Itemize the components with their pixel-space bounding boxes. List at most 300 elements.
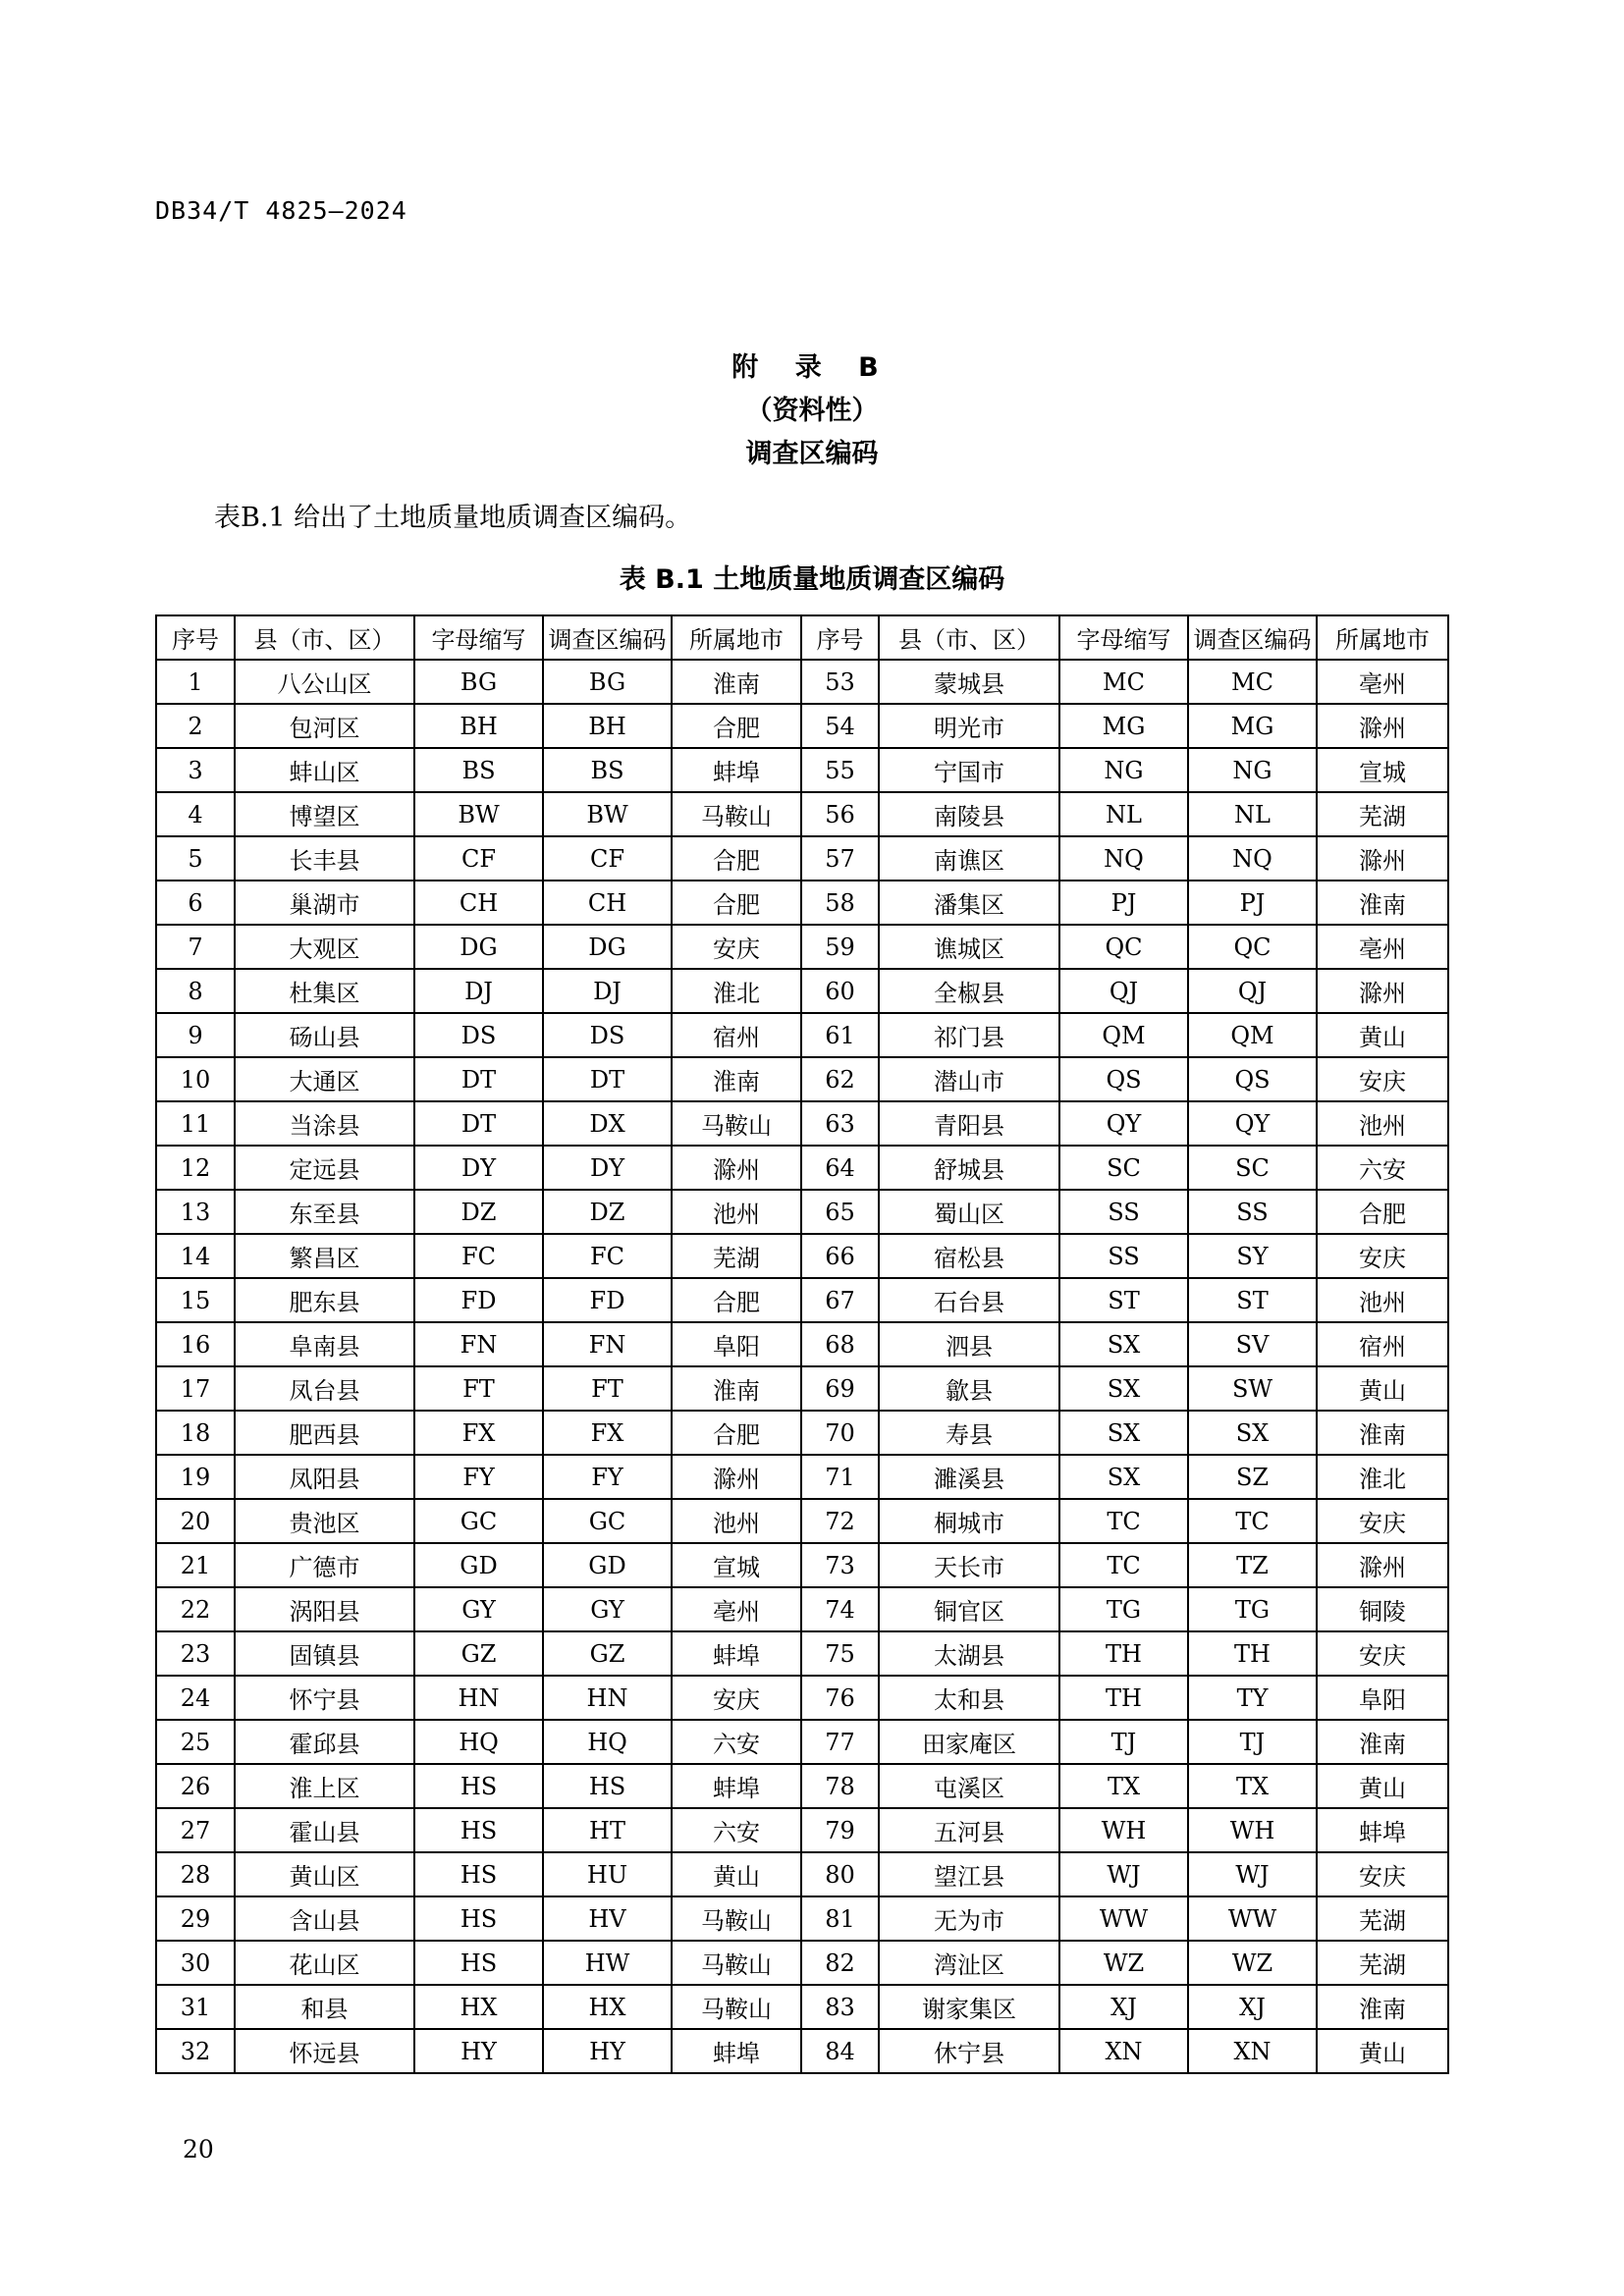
cell-area-code: SZ	[1188, 1455, 1317, 1499]
cell-abbreviation: SX	[1059, 1411, 1188, 1455]
document-id: DB34/T 4825—2024	[155, 196, 407, 225]
table-row	[156, 925, 1448, 969]
table-row	[156, 1720, 1448, 1764]
cell-area-code: XN	[1188, 2029, 1317, 2073]
cell-city: 蚌埠	[672, 1764, 801, 1808]
cell-county: 霍山县	[235, 1808, 414, 1852]
cell-seq: 65	[801, 1190, 879, 1234]
cell-seq: 59	[801, 925, 879, 969]
cell-city: 亳州	[1317, 925, 1448, 969]
cell-abbreviation: HS	[414, 1941, 543, 1985]
cell-county: 全椒县	[879, 969, 1059, 1013]
cell-seq: 73	[801, 1543, 879, 1587]
cell-area-code: NG	[1188, 748, 1317, 792]
cell-seq: 71	[801, 1455, 879, 1499]
cell-county: 涡阳县	[235, 1587, 414, 1631]
cell-abbreviation: HY	[414, 2029, 543, 2073]
cell-area-code: HU	[543, 1852, 672, 1896]
cell-county: 望江县	[879, 1852, 1059, 1896]
cell-county: 阜南县	[235, 1322, 414, 1366]
appendix-heading: 调查区编码	[745, 439, 879, 469]
cell-seq: 61	[801, 1013, 879, 1057]
cell-county: 五河县	[879, 1808, 1059, 1852]
cell-abbreviation: CH	[414, 881, 543, 925]
header-seq: 序号	[801, 615, 879, 660]
table-row	[156, 704, 1448, 748]
cell-county: 大观区	[235, 925, 414, 969]
cell-city: 阜阳	[672, 1322, 801, 1366]
cell-area-code: QJ	[1188, 969, 1317, 1013]
cell-city: 合肥	[672, 1411, 801, 1455]
cell-seq: 18	[156, 1411, 235, 1455]
cell-abbreviation: TG	[1059, 1587, 1188, 1631]
cell-area-code: BH	[543, 704, 672, 748]
cell-area-code: SY	[1188, 1234, 1317, 1278]
table-row	[156, 1278, 1448, 1322]
cell-city: 六安	[1317, 1146, 1448, 1190]
table-row	[156, 1985, 1448, 2029]
cell-area-code: GY	[543, 1587, 672, 1631]
cell-area-code: WZ	[1188, 1941, 1317, 1985]
cell-abbreviation: NQ	[1059, 836, 1188, 881]
table-row	[156, 1322, 1448, 1366]
cell-county: 八公山区	[235, 660, 414, 704]
cell-county: 东至县	[235, 1190, 414, 1234]
cell-city: 滁州	[1317, 704, 1448, 748]
cell-county: 青阳县	[879, 1101, 1059, 1146]
cell-area-code: MG	[1188, 704, 1317, 748]
cell-abbreviation: XJ	[1059, 1985, 1188, 2029]
cell-area-code: GD	[543, 1543, 672, 1587]
cell-area-code: DJ	[543, 969, 672, 1013]
cell-area-code: QC	[1188, 925, 1317, 969]
cell-area-code: DY	[543, 1146, 672, 1190]
cell-abbreviation: FC	[414, 1234, 543, 1278]
cell-seq: 79	[801, 1808, 879, 1852]
cell-city: 淮南	[1317, 1720, 1448, 1764]
cell-abbreviation: DJ	[414, 969, 543, 1013]
table-row	[156, 792, 1448, 836]
cell-area-code: TC	[1188, 1499, 1317, 1543]
cell-county: 蒙城县	[879, 660, 1059, 704]
cell-area-code: GZ	[543, 1631, 672, 1676]
cell-county: 砀山县	[235, 1013, 414, 1057]
cell-seq: 5	[156, 836, 235, 881]
cell-area-code: BW	[543, 792, 672, 836]
cell-city: 芜湖	[1317, 1941, 1448, 1985]
table-row	[156, 748, 1448, 792]
cell-city: 安庆	[1317, 1057, 1448, 1101]
table-row	[156, 1101, 1448, 1146]
table-row	[156, 1676, 1448, 1720]
cell-abbreviation: FY	[414, 1455, 543, 1499]
cell-county: 和县	[235, 1985, 414, 2029]
cell-seq: 21	[156, 1543, 235, 1587]
cell-city: 滁州	[1317, 836, 1448, 881]
cell-abbreviation: HS	[414, 1852, 543, 1896]
cell-area-code: DZ	[543, 1190, 672, 1234]
cell-city: 亳州	[1317, 660, 1448, 704]
cell-city: 滁州	[1317, 1543, 1448, 1587]
cell-area-code: TX	[1188, 1764, 1317, 1808]
cell-county: 泗县	[879, 1322, 1059, 1366]
cell-seq: 14	[156, 1234, 235, 1278]
cell-county: 舒城县	[879, 1146, 1059, 1190]
cell-area-code: DG	[543, 925, 672, 969]
cell-area-code: SV	[1188, 1322, 1317, 1366]
cell-city: 黄山	[672, 1852, 801, 1896]
cell-abbreviation: NL	[1059, 792, 1188, 836]
cell-county: 怀远县	[235, 2029, 414, 2073]
table-row	[156, 660, 1448, 704]
table-row	[156, 1366, 1448, 1411]
cell-abbreviation: QC	[1059, 925, 1188, 969]
cell-county: 寿县	[879, 1411, 1059, 1455]
intro-paragraph: 表B.1 给出了土地质量地质调查区编码。	[214, 503, 692, 533]
cell-city: 淮北	[1317, 1455, 1448, 1499]
cell-county: 黄山区	[235, 1852, 414, 1896]
cell-abbreviation: GY	[414, 1587, 543, 1631]
table-row	[156, 1764, 1448, 1808]
cell-seq: 25	[156, 1720, 235, 1764]
cell-seq: 60	[801, 969, 879, 1013]
header-county: 县（市、区）	[879, 615, 1059, 660]
cell-city: 合肥	[672, 704, 801, 748]
cell-area-code: ST	[1188, 1278, 1317, 1322]
cell-area-code: TY	[1188, 1676, 1317, 1720]
cell-seq: 84	[801, 2029, 879, 2073]
cell-county: 贵池区	[235, 1499, 414, 1543]
cell-seq: 27	[156, 1808, 235, 1852]
cell-abbreviation: DS	[414, 1013, 543, 1057]
cell-area-code: SC	[1188, 1146, 1317, 1190]
cell-seq: 1	[156, 660, 235, 704]
table-row	[156, 1455, 1448, 1499]
cell-seq: 77	[801, 1720, 879, 1764]
cell-seq: 57	[801, 836, 879, 881]
cell-county: 当涂县	[235, 1101, 414, 1146]
cell-seq: 31	[156, 1985, 235, 2029]
cell-seq: 66	[801, 1234, 879, 1278]
cell-abbreviation: XN	[1059, 2029, 1188, 2073]
cell-county: 肥西县	[235, 1411, 414, 1455]
cell-area-code: FC	[543, 1234, 672, 1278]
cell-area-code: TG	[1188, 1587, 1317, 1631]
cell-county: 歙县	[879, 1366, 1059, 1411]
cell-seq: 76	[801, 1676, 879, 1720]
cell-county: 太湖县	[879, 1631, 1059, 1676]
cell-city: 黄山	[1317, 1764, 1448, 1808]
cell-county: 包河区	[235, 704, 414, 748]
cell-abbreviation: TJ	[1059, 1720, 1188, 1764]
cell-city: 安庆	[672, 925, 801, 969]
cell-seq: 72	[801, 1499, 879, 1543]
cell-abbreviation: GC	[414, 1499, 543, 1543]
cell-abbreviation: MC	[1059, 660, 1188, 704]
cell-county: 大通区	[235, 1057, 414, 1101]
cell-abbreviation: CF	[414, 836, 543, 881]
cell-area-code: DX	[543, 1101, 672, 1146]
cell-abbreviation: BG	[414, 660, 543, 704]
table-row	[156, 1499, 1448, 1543]
table-row	[156, 969, 1448, 1013]
page-number: 20	[183, 2135, 214, 2163]
cell-abbreviation: FX	[414, 1411, 543, 1455]
cell-city: 合肥	[672, 1278, 801, 1322]
cell-abbreviation: HQ	[414, 1720, 543, 1764]
cell-area-code: CF	[543, 836, 672, 881]
cell-abbreviation: HS	[414, 1896, 543, 1941]
cell-abbreviation: TH	[1059, 1676, 1188, 1720]
cell-seq: 13	[156, 1190, 235, 1234]
cell-abbreviation: QS	[1059, 1057, 1188, 1101]
table-row	[156, 1852, 1448, 1896]
cell-county: 肥东县	[235, 1278, 414, 1322]
cell-city: 铜陵	[1317, 1587, 1448, 1631]
cell-area-code: BG	[543, 660, 672, 704]
table-row	[156, 1543, 1448, 1587]
cell-seq: 83	[801, 1985, 879, 2029]
cell-city: 安庆	[672, 1676, 801, 1720]
cell-county: 明光市	[879, 704, 1059, 748]
cell-city: 合肥	[672, 881, 801, 925]
cell-county: 蜀山区	[879, 1190, 1059, 1234]
cell-city: 蚌埠	[672, 1631, 801, 1676]
cell-area-code: WJ	[1188, 1852, 1317, 1896]
cell-area-code: FN	[543, 1322, 672, 1366]
cell-abbreviation: QY	[1059, 1101, 1188, 1146]
header-city: 所属地市	[672, 615, 801, 660]
cell-city: 安庆	[1317, 1499, 1448, 1543]
cell-seq: 24	[156, 1676, 235, 1720]
cell-county: 花山区	[235, 1941, 414, 1985]
cell-abbreviation: DG	[414, 925, 543, 969]
cell-area-code: TJ	[1188, 1720, 1317, 1764]
header-area-code: 调查区编码	[1188, 615, 1317, 660]
cell-seq: 3	[156, 748, 235, 792]
cell-area-code: DT	[543, 1057, 672, 1101]
cell-county: 无为市	[879, 1896, 1059, 1941]
cell-seq: 62	[801, 1057, 879, 1101]
table-row	[156, 836, 1448, 881]
cell-abbreviation: FD	[414, 1278, 543, 1322]
cell-county: 宁国市	[879, 748, 1059, 792]
table-row	[156, 881, 1448, 925]
cell-abbreviation: TX	[1059, 1764, 1188, 1808]
cell-county: 桐城市	[879, 1499, 1059, 1543]
cell-seq: 67	[801, 1278, 879, 1322]
cell-city: 蚌埠	[672, 2029, 801, 2073]
cell-abbreviation: TH	[1059, 1631, 1188, 1676]
cell-city: 马鞍山	[672, 1896, 801, 1941]
cell-abbreviation: HN	[414, 1676, 543, 1720]
cell-abbreviation: FN	[414, 1322, 543, 1366]
header-county: 县（市、区）	[235, 615, 414, 660]
cell-abbreviation: TC	[1059, 1499, 1188, 1543]
cell-area-code: HX	[543, 1985, 672, 2029]
cell-seq: 32	[156, 2029, 235, 2073]
cell-seq: 28	[156, 1852, 235, 1896]
cell-city: 滁州	[672, 1146, 801, 1190]
cell-county: 广德市	[235, 1543, 414, 1587]
cell-city: 马鞍山	[672, 1941, 801, 1985]
cell-county: 天长市	[879, 1543, 1059, 1587]
cell-area-code: QS	[1188, 1057, 1317, 1101]
cell-area-code: HN	[543, 1676, 672, 1720]
cell-city: 阜阳	[1317, 1676, 1448, 1720]
cell-abbreviation: HX	[414, 1985, 543, 2029]
cell-area-code: GC	[543, 1499, 672, 1543]
cell-area-code: NL	[1188, 792, 1317, 836]
cell-area-code: TH	[1188, 1631, 1317, 1676]
cell-abbreviation: SX	[1059, 1455, 1188, 1499]
cell-city: 黄山	[1317, 1366, 1448, 1411]
cell-abbreviation: HS	[414, 1808, 543, 1852]
cell-abbreviation: BS	[414, 748, 543, 792]
cell-seq: 30	[156, 1941, 235, 1985]
cell-county: 南谯区	[879, 836, 1059, 881]
cell-city: 淮南	[1317, 881, 1448, 925]
cell-county: 怀宁县	[235, 1676, 414, 1720]
cell-seq: 17	[156, 1366, 235, 1411]
cell-city: 合肥	[672, 836, 801, 881]
cell-abbreviation: PJ	[1059, 881, 1188, 925]
cell-county: 祁门县	[879, 1013, 1059, 1057]
table-row	[156, 1631, 1448, 1676]
table-row	[156, 1190, 1448, 1234]
cell-seq: 55	[801, 748, 879, 792]
cell-abbreviation: QJ	[1059, 969, 1188, 1013]
cell-city: 黄山	[1317, 2029, 1448, 2073]
header-area-code: 调查区编码	[543, 615, 672, 660]
cell-county: 固镇县	[235, 1631, 414, 1676]
cell-county: 谯城区	[879, 925, 1059, 969]
cell-county: 潜山市	[879, 1057, 1059, 1101]
cell-seq: 7	[156, 925, 235, 969]
cell-abbreviation: WH	[1059, 1808, 1188, 1852]
cell-seq: 68	[801, 1322, 879, 1366]
cell-seq: 12	[156, 1146, 235, 1190]
table-row	[156, 1013, 1448, 1057]
cell-abbreviation: SS	[1059, 1190, 1188, 1234]
cell-abbreviation: QM	[1059, 1013, 1188, 1057]
cell-city: 六安	[672, 1808, 801, 1852]
cell-abbreviation: DY	[414, 1146, 543, 1190]
cell-area-code: FY	[543, 1455, 672, 1499]
cell-seq: 64	[801, 1146, 879, 1190]
cell-city: 滁州	[1317, 969, 1448, 1013]
table-header-row	[156, 615, 1448, 660]
cell-city: 宣城	[672, 1543, 801, 1587]
cell-city: 亳州	[672, 1587, 801, 1631]
cell-abbreviation: BH	[414, 704, 543, 748]
cell-abbreviation: WJ	[1059, 1852, 1188, 1896]
cell-city: 池州	[1317, 1278, 1448, 1322]
cell-area-code: XJ	[1188, 1985, 1317, 2029]
cell-seq: 20	[156, 1499, 235, 1543]
cell-county: 田家庵区	[879, 1720, 1059, 1764]
cell-county: 博望区	[235, 792, 414, 836]
cell-city: 池州	[1317, 1101, 1448, 1146]
header-seq: 序号	[156, 615, 235, 660]
cell-city: 安庆	[1317, 1234, 1448, 1278]
table-row	[156, 1896, 1448, 1941]
cell-area-code: HY	[543, 2029, 672, 2073]
cell-city: 芜湖	[672, 1234, 801, 1278]
cell-abbreviation: DT	[414, 1101, 543, 1146]
cell-city: 蚌埠	[672, 748, 801, 792]
cell-abbreviation: GD	[414, 1543, 543, 1587]
cell-city: 马鞍山	[672, 1101, 801, 1146]
cell-seq: 82	[801, 1941, 879, 1985]
cell-seq: 75	[801, 1631, 879, 1676]
cell-abbreviation: SX	[1059, 1322, 1188, 1366]
cell-city: 淮北	[672, 969, 801, 1013]
cell-city: 马鞍山	[672, 792, 801, 836]
cell-seq: 78	[801, 1764, 879, 1808]
cell-abbreviation: TC	[1059, 1543, 1188, 1587]
cell-area-code: NQ	[1188, 836, 1317, 881]
cell-area-code: QM	[1188, 1013, 1317, 1057]
cell-abbreviation: SS	[1059, 1234, 1188, 1278]
survey-area-code-table	[155, 614, 1449, 2074]
cell-county: 南陵县	[879, 792, 1059, 836]
cell-county: 石台县	[879, 1278, 1059, 1322]
cell-city: 芜湖	[1317, 792, 1448, 836]
cell-seq: 4	[156, 792, 235, 836]
table-row	[156, 1808, 1448, 1852]
cell-area-code: WW	[1188, 1896, 1317, 1941]
cell-county: 湾沚区	[879, 1941, 1059, 1985]
cell-abbreviation: FT	[414, 1366, 543, 1411]
cell-abbreviation: WW	[1059, 1896, 1188, 1941]
table-body	[156, 660, 1448, 2073]
cell-city: 安庆	[1317, 1852, 1448, 1896]
cell-city: 滁州	[672, 1455, 801, 1499]
cell-county: 太和县	[879, 1676, 1059, 1720]
cell-city: 淮南	[672, 1057, 801, 1101]
cell-seq: 23	[156, 1631, 235, 1676]
cell-seq: 11	[156, 1101, 235, 1146]
cell-abbreviation: GZ	[414, 1631, 543, 1676]
cell-seq: 9	[156, 1013, 235, 1057]
cell-area-code: QY	[1188, 1101, 1317, 1146]
cell-county: 巢湖市	[235, 881, 414, 925]
cell-seq: 54	[801, 704, 879, 748]
cell-seq: 53	[801, 660, 879, 704]
table-row	[156, 1411, 1448, 1455]
cell-city: 蚌埠	[1317, 1808, 1448, 1852]
table-row	[156, 1587, 1448, 1631]
cell-area-code: FX	[543, 1411, 672, 1455]
cell-area-code: MC	[1188, 660, 1317, 704]
cell-area-code: DS	[543, 1013, 672, 1057]
cell-city: 池州	[672, 1499, 801, 1543]
cell-city: 安庆	[1317, 1631, 1448, 1676]
table-row	[156, 1057, 1448, 1101]
cell-abbreviation: WZ	[1059, 1941, 1188, 1985]
table-row	[156, 1234, 1448, 1278]
cell-county: 宿松县	[879, 1234, 1059, 1278]
table-caption: 表 B.1 土地质量地质调查区编码	[619, 564, 1005, 595]
cell-county: 含山县	[235, 1896, 414, 1941]
cell-county: 凤阳县	[235, 1455, 414, 1499]
cell-seq: 16	[156, 1322, 235, 1366]
cell-area-code: WH	[1188, 1808, 1317, 1852]
cell-seq: 6	[156, 881, 235, 925]
cell-city: 六安	[672, 1720, 801, 1764]
cell-city: 淮南	[672, 1366, 801, 1411]
